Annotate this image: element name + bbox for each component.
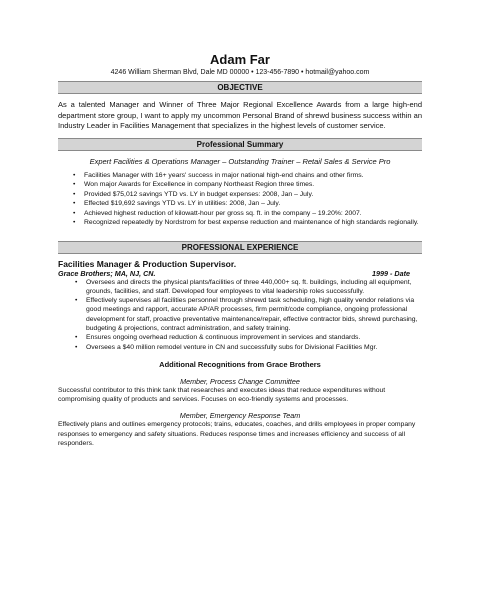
experience-item: • Oversees and directs the physical plants/facilities of three 440,000+ sq. ft. buildings, including all equipment, grounds, facilities, and staff. Developed four employees to vital leadership roles successfully. <box>86 278 422 297</box>
summary-item: • Recognized repeatedly by Nordstrom for best expense reduction and maintenance of high standards regionally. <box>84 218 422 228</box>
summary-item: • Effected $19,692 savings YTD vs. LY in utilities: 2008, Jan – July. <box>84 199 422 209</box>
role-description: Successful contributor to this think tank that researches and executes ideas that reduce expenditures without compromising quality of products and services. Focuses on eco-friendly systems and processes. <box>58 386 386 404</box>
objective-heading: OBJECTIVE <box>58 81 422 94</box>
experience-item: • Ensures ongoing overhead reduction & continuous improvement in services and standards. <box>86 333 422 342</box>
summary-item: • Provided $75,012 savings YTD vs. LY in budget expenses: 2008, Jan – July. <box>84 190 422 200</box>
summary-item: • Facilities Manager with 16+ years' success in major national high-end chains and other firms. <box>84 171 422 181</box>
experience-item: • Oversees a $40 million remodel venture in CN and successfully subs for Divisional Facilities Mgr. <box>86 343 422 352</box>
resume-page <box>0 52 480 615</box>
candidate-name: Adam Far <box>210 52 270 67</box>
recognitions-heading: Additional Recognitions from Grace Brothers <box>159 359 321 369</box>
job-employer-line <box>58 269 422 278</box>
role-title: Member, Process Change Committee <box>180 376 300 386</box>
role-description: Effectively plans and outlines emergency protocols; trains, educates, coaches, and drills employees in proper company responses to emergency and safety situations. Reduces response times and increases efficiency and success of all responders. <box>58 421 416 448</box>
summary-item: • Achieved highest reduction of kilowatt-hour per gross sq. ft. in the company – 19.20%: 2007. <box>84 209 422 219</box>
employer: Grace Brothers; MA, NJ, CN. <box>58 268 156 278</box>
role-title: Member, Emergency Response Team <box>179 411 301 421</box>
objective-text: As a talented Manager and Winner of Three Major Regional Excellence Awards from a large high-end department store group, I want to apply my uncommon Personal Brand of shrewd business success within an Industry Leader in Facilities Management that specializes in the highest levels of customer service. <box>58 100 422 130</box>
summary-tagline: Expert Facilities & Operations Manager – Outstanding Trainer – Retail Sales & Service Pro <box>89 156 391 166</box>
summary-list <box>58 171 422 228</box>
experience-list <box>58 278 422 352</box>
job-title: Facilities Manager & Production Supervisor. <box>58 258 237 269</box>
summary-item: • Won major Awards for Excellence in company Northeast Region three times. <box>84 180 422 190</box>
experience-heading: PROFESSIONAL EXPERIENCE <box>58 241 422 254</box>
contact-info: 4246 William Sherman Blvd, Dale MD 00000 • 123-456-7890 • hotmail@yahoo.com <box>110 69 370 76</box>
job-dates: 1999 - Date <box>372 268 410 278</box>
experience-item: • Effectively supervises all facilities personnel through shrewd task scheduling, high quality vendor relations via good meetings and rapport, accurate AP/AR processes, firm permit/code compliance, ongoing professional development for staff, proactive preventative maintenance/repair, effective contractor bids, shrewd purchasing, budgeting & projections, contract administration, and safety training. <box>86 296 422 333</box>
summary-heading: Professional Summary <box>58 138 422 151</box>
